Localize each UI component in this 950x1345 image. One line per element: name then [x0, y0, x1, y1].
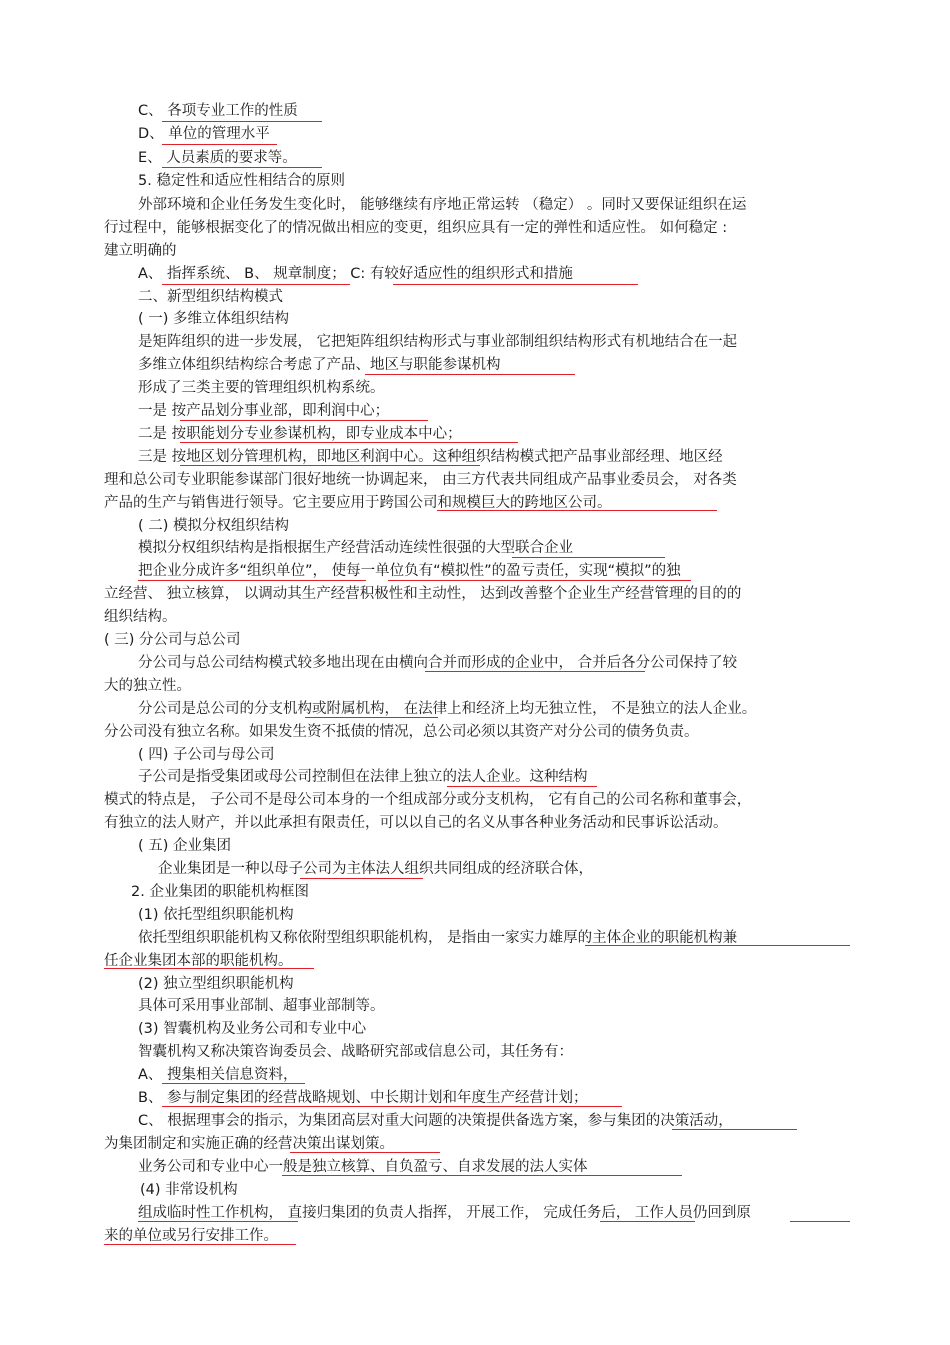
red-underline: [393, 284, 638, 285]
red-underline: [437, 510, 717, 511]
text-line: C、 各项专业工作的性质: [138, 103, 298, 119]
text-line: 一是 按产品划分事业部，即利润中心；: [138, 403, 390, 419]
text-line: 三是 按地区划分管理机构，即地区利润中心。这种组织结构模式把产品事业部经理、地区经: [138, 449, 723, 465]
text-line: ( 二) 模拟分权组织结构: [138, 518, 290, 534]
red-underline: [425, 671, 645, 672]
text-line: 组成临时性工作机构， 直接归集团的负责人指挥， 开展工作， 完成任务后， 工作人员仍回到原: [138, 1205, 751, 1221]
red-underline: [162, 121, 322, 122]
text-line: 产品的生产与销售进行领导。它主要应用于跨国公司和规模巨大的跨地区公司。: [104, 495, 612, 511]
text-line: 组织结构。: [104, 609, 177, 625]
text-line: ( 三) 分公司与总公司: [104, 632, 241, 648]
text-line: E、 人员素质的要求等。: [138, 150, 297, 166]
text-line: 二、新型组织结构模式: [138, 289, 283, 305]
text-line: (4) 非常设机构: [140, 1182, 238, 1198]
red-underline: [290, 1152, 440, 1153]
text-line: 外部环境和企业任务发生变化时， 能够继续有序地正常运转 （稳定） 。同时又要保证组织在运: [138, 197, 747, 213]
text-line: (1) 依托型组织职能机构: [138, 907, 294, 923]
red-underline: [300, 878, 423, 879]
text-line: 子公司是指受集团或母公司控制但在法律上独立的法人企业。这种结构: [138, 769, 588, 785]
text-line: D、 单位的管理水平: [138, 126, 270, 142]
text-line: 有独立的法人财产，并以此承担有限责任，可以以自己的名义从事各种业务活动和民事诉讼活动。: [104, 815, 728, 831]
red-underline: [672, 1129, 797, 1130]
text-line: 把企业分成许多“组织单位”， 使每一单位负有“模拟性”的盈亏责任，实现“模拟”的独: [138, 563, 681, 579]
red-underline: [180, 442, 518, 443]
text-line: 多维立体组织结构综合考虑了产品、地区与职能参谋机构: [138, 357, 501, 373]
text-line: 大的独立性。: [104, 678, 191, 694]
text-line: (3) 智囊机构及业务公司和专业中心: [138, 1021, 367, 1037]
red-underline: [180, 465, 480, 466]
text-line: A、 指挥系统、 B、 规章制度； C: 有较好适应性的组织形式和措施: [138, 266, 573, 282]
text-line: 2. 企业集团的职能机构框图: [131, 884, 309, 900]
text-line: B、 参与制定集团的经营战略规划、中长期计划和年度生产经营计划；: [138, 1090, 588, 1106]
text-line: 智囊机构又称决策咨询委员会、战略研究部或信息公司，其任务有：: [138, 1044, 573, 1060]
red-underline: [512, 557, 665, 558]
red-underline: [104, 968, 314, 969]
red-underline: [162, 1083, 305, 1084]
red-underline: [305, 717, 438, 718]
text-line: ( 五) 企业集团: [138, 838, 232, 854]
red-underline: [162, 284, 350, 285]
red-underline: [162, 167, 322, 168]
text-line: ( 一) 多维立体组织结构: [138, 311, 290, 327]
text-line: 是矩阵组织的进一步发展， 它把矩阵组织结构形式与事业部制组织结构形式有机地结合在一起: [138, 334, 738, 350]
red-underline: [790, 1221, 850, 1222]
text-line: 模式的特点是， 子公司不是母公司本身的一个组成部分或分支机构， 它有自己的公司名称和董事会，: [104, 792, 752, 808]
text-line: 为集团制定和实施正确的经营决策出谋划策。: [104, 1136, 394, 1152]
text-line: 业务公司和专业中心一般是独立核算、自负盈亏、自求发展的法人实体: [138, 1159, 588, 1175]
text-line: 行过程中，能够根据变化了的情况做出相应的变更，组织应具有一定的弹性和适应性。 如何稳定 :: [104, 220, 728, 236]
text-line: 具体可采用事业部制、超事业部制等。: [138, 998, 385, 1014]
text-line: ( 四) 子公司与母公司: [138, 747, 275, 763]
text-line: 依托型组织职能机构又称依附型组织职能机构， 是指由一家实力雄厚的主体企业的职能机构兼: [138, 930, 738, 946]
red-underline: [282, 1175, 682, 1176]
red-underline: [180, 420, 428, 421]
text-line: 分公司是总公司的分支机构或附属机构， 在法律上和经济上均无独立性， 不是独立的法人企业。: [138, 701, 757, 717]
red-underline: [388, 580, 691, 581]
text-line: C、 根据理事会的指示，为集团高层对重大问题的决策提供备选方案，参与集团的决策活动，: [138, 1113, 733, 1129]
text-line: 分公司与总公司结构模式较多地出现在由横向合并而形成的企业中， 合并后各分公司保持了较: [138, 655, 738, 671]
text-line: 来的单位或另行安排工作。: [104, 1228, 278, 1244]
red-underline: [447, 786, 597, 787]
text-line: 企业集团是一种以母子公司为主体法人组织共同组成的经济联合体，: [158, 861, 593, 877]
text-line: 5. 稳定性和适应性相结合的原则: [138, 173, 345, 189]
text-line: A、 搜集相关信息资料，: [138, 1067, 298, 1083]
text-line: 理和总公司专业职能参谋部门很好地统一协调起来， 由三方代表共同组成产品事业委员会， 对各类: [104, 472, 737, 488]
text-line: 二是 按职能划分专业参谋机构，即专业成本中心；: [138, 426, 462, 442]
text-line: 任企业集团本部的职能机构。: [104, 953, 293, 969]
red-underline: [138, 580, 366, 581]
text-line: 模拟分权组织结构是指根据生产经营活动连续性很强的大型联合企业: [138, 540, 573, 556]
red-underline: [138, 1221, 298, 1222]
text-line: 形成了三类主要的管理组织机构系统。: [138, 380, 385, 396]
text-line: 分公司没有独立名称。如果发生资不抵债的情况，总公司必须以其资产对分公司的债务负责。: [104, 724, 699, 740]
red-underline: [162, 144, 277, 145]
red-underline: [585, 945, 850, 946]
red-underline: [600, 1221, 695, 1222]
red-underline: [104, 1244, 296, 1245]
red-underline: [365, 374, 575, 375]
text-line: 立经营、 独立核算， 以调动其生产经营积极性和主动性， 达到改善整个企业生产经营管理的目的的: [104, 586, 742, 602]
red-underline: [162, 1106, 622, 1107]
text-line: 建立明确的: [104, 243, 177, 259]
text-line: (2) 独立型组织职能机构: [138, 976, 294, 992]
